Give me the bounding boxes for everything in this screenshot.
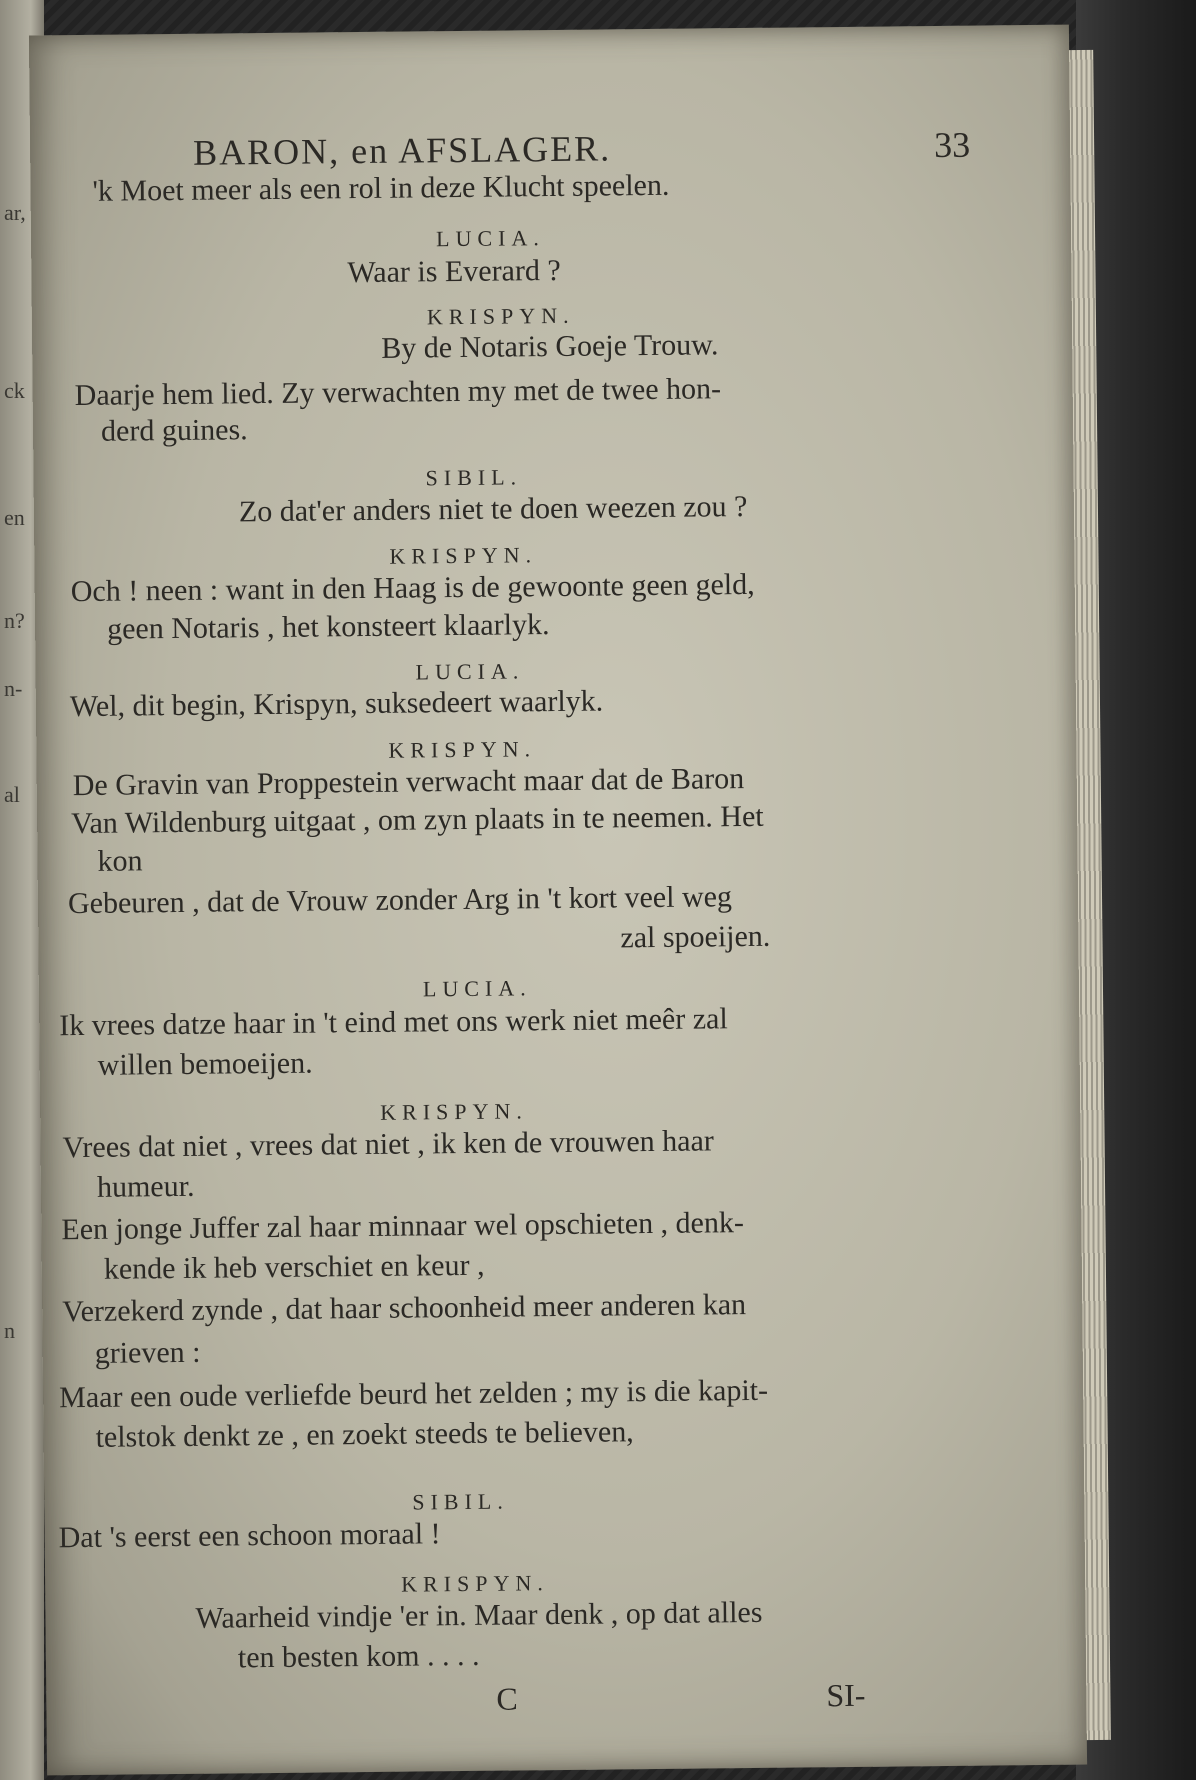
facing-fragment: n: [4, 1318, 15, 1343]
running-head: BARON, en AFSLAGER.: [192, 128, 612, 173]
book-page: [29, 25, 1087, 1776]
text-line: 'k Moet meer als een rol in deze Klucht speelen.: [92, 168, 670, 208]
text-line: humeur.: [96, 1169, 195, 1204]
text-line: Och ! neen : want in den Haag is de gewoonte geen geld,: [70, 567, 755, 609]
text-line: Van Wildenburg uitgaat , om zyn plaats in te neemen. Het: [71, 799, 764, 841]
signature-mark: C: [496, 1680, 518, 1717]
facing-fragment: en: [4, 505, 25, 530]
speaker-name: SIBIL.: [425, 464, 523, 491]
text-line: Gebeuren , dat de Vrouw zonder Arg in 't kort veel weg: [67, 880, 733, 921]
text-line: Verzekerd zynde , dat haar schoonheid meer anderen kan: [62, 1288, 747, 1329]
facing-fragment: ck: [4, 378, 25, 403]
text-line: Vrees dat niet , vrees dat niet , ik ken de vrouwen haar: [62, 1124, 715, 1165]
text-line: Zo dat'er anders niet te doen weezen zou ?: [238, 489, 748, 529]
text-line: telstok denkt ze , en zoekt steeds te believen,: [95, 1415, 634, 1454]
text-line: Wel, dit begin, Krispyn, suksedeert waarlyk.: [69, 684, 604, 724]
text-line: By de Notaris Goeje Trouw.: [381, 328, 719, 365]
text-line: Daarje hem lied. Zy verwachten my met de twee hon-: [74, 372, 722, 413]
speaker-name: KRISPYN.: [389, 542, 538, 569]
text-line: kende ik heb verschiet en keur ,: [103, 1248, 485, 1286]
speaker-name: LUCIA.: [435, 225, 545, 252]
facing-fragment: al: [4, 782, 20, 807]
speaker-name: LUCIA.: [422, 975, 532, 1002]
text-line: Een jonge Juffer zal haar minnaar wel opschieten , denk-: [61, 1206, 745, 1247]
text-line: kon: [97, 844, 143, 878]
text-line: Waar is Everard ?: [347, 253, 561, 290]
text-line: Dat 's eerst een schoon moraal !: [58, 1517, 441, 1555]
speaker-name: LUCIA.: [415, 658, 525, 685]
page-number: 33: [933, 124, 971, 166]
text-line: Maar een oude verliefde beurd het zelden ; my is die kapit-: [59, 1373, 769, 1415]
text-line: ten besten kom . . . .: [237, 1638, 480, 1675]
text-line: zal spoeijen.: [620, 919, 771, 955]
speaker-name: KRISPYN.: [401, 1570, 549, 1597]
speaker-name: KRISPYN.: [426, 302, 575, 330]
text-line: Ik vrees datze haar in 't eind met ons werk niet meêr zal: [59, 1002, 728, 1043]
text-line: De Gravin van Proppestein verwacht maar dat de Baron: [72, 762, 745, 803]
text-line: willen bemoeijen.: [97, 1046, 313, 1082]
speaker-name: KRISPYN.: [388, 736, 537, 763]
facing-fragment: n-: [4, 676, 23, 701]
text-line: grieven :: [94, 1335, 201, 1370]
speaker-name: SIBIL.: [412, 1488, 509, 1515]
text-line: geen Notaris , het konsteert klaarlyk.: [106, 608, 550, 646]
speaker-name: KRISPYN.: [380, 1098, 528, 1125]
text-line: derd guines.: [100, 413, 248, 448]
catchword: SI-: [826, 1676, 866, 1714]
facing-fragment: ar,: [4, 200, 26, 225]
facing-fragment: n?: [4, 608, 25, 633]
text-line: Waarheid vindje 'er in. Maar denk , op dat alles: [195, 1595, 763, 1635]
